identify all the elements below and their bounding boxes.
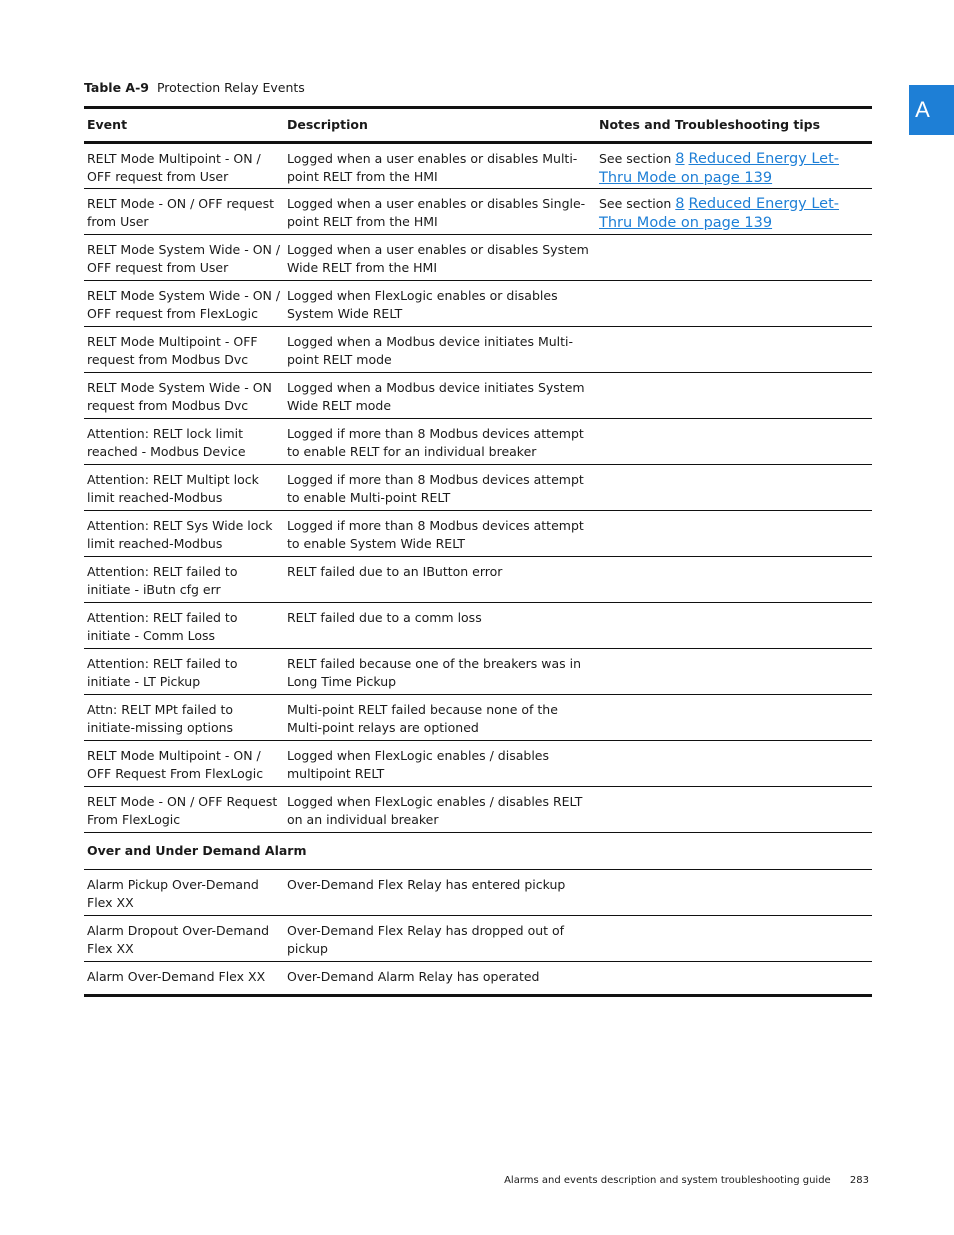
description-cell: Logged when a user enables or disables System Wide RELT from the HMI bbox=[284, 235, 596, 281]
column-header-description: Description bbox=[284, 108, 596, 143]
description-cell: Over-Demand Flex Relay has entered pickup bbox=[284, 870, 596, 916]
notes-cell bbox=[596, 373, 872, 419]
table-row bbox=[84, 695, 872, 741]
section-heading: Over and Under Demand Alarm bbox=[84, 833, 872, 870]
table-row bbox=[84, 916, 872, 962]
event-cell: RELT Mode Multipoint - OFF request from Modbus Dvc bbox=[84, 327, 284, 373]
note-prefix: See section bbox=[599, 196, 676, 211]
appendix-tab bbox=[909, 85, 954, 135]
table-row bbox=[84, 603, 872, 649]
event-cell: Attention: RELT Multipt lock limit reached-Modbus bbox=[84, 465, 284, 511]
table-row bbox=[84, 465, 872, 511]
table-row bbox=[84, 649, 872, 695]
section-reference-link[interactable]: Reduced Energy Let-Thru Mode on page 139 bbox=[599, 196, 839, 231]
description-cell: Logged when FlexLogic enables / disables RELT on an individual breaker bbox=[284, 787, 596, 833]
notes-cell bbox=[596, 143, 872, 189]
section-number-link[interactable]: 8 bbox=[675, 196, 685, 212]
table-row bbox=[84, 511, 872, 557]
description-cell: Logged when a Modbus device initiates Multi-point RELT mode bbox=[284, 327, 596, 373]
note-prefix: See section bbox=[599, 151, 676, 166]
notes-cell bbox=[596, 962, 872, 996]
description-cell: Over-Demand Alarm Relay has operated bbox=[287, 969, 540, 984]
event-cell: Alarm Dropout Over-Demand Flex XX bbox=[84, 916, 284, 962]
events-table bbox=[84, 106, 872, 997]
notes-cell bbox=[596, 419, 872, 465]
notes-cell bbox=[596, 557, 872, 603]
section-reference-link[interactable]: Reduced Energy Let-Thru Mode on page 139 bbox=[599, 151, 839, 186]
notes-cell bbox=[596, 235, 872, 281]
description-cell: Logged if more than 8 Modbus devices attempt to enable System Wide RELT bbox=[284, 511, 596, 557]
table-row bbox=[84, 557, 872, 603]
event-cell: Attention: RELT failed to initiate - Comm Loss bbox=[84, 603, 284, 649]
table-row bbox=[84, 962, 872, 996]
notes-cell bbox=[596, 787, 872, 833]
description-cell: Logged when FlexLogic enables / disables multipoint RELT bbox=[284, 741, 596, 787]
description-cell: Logged when a Modbus device initiates System Wide RELT mode bbox=[284, 373, 596, 419]
description-cell: Over-Demand Flex Relay has dropped out of pickup bbox=[284, 916, 596, 962]
event-cell: Attn: RELT MPt failed to initiate-missing options bbox=[84, 695, 284, 741]
page-footer bbox=[504, 1174, 869, 1188]
notes-cell bbox=[596, 511, 872, 557]
event-cell: Alarm Over-Demand Flex XX bbox=[87, 969, 266, 984]
event-cell: RELT Mode Multipoint - ON / OFF Request From FlexLogic bbox=[84, 741, 284, 787]
description-cell: Logged if more than 8 Modbus devices attempt to enable Multi-point RELT bbox=[284, 465, 596, 511]
section-number-link[interactable]: 8 bbox=[675, 151, 685, 167]
event-cell: Attention: RELT failed to initiate - LT Pickup bbox=[84, 649, 284, 695]
description-cell: Logged when FlexLogic enables or disables System Wide RELT bbox=[284, 281, 596, 327]
event-cell: RELT Mode System Wide - ON request from Modbus Dvc bbox=[84, 373, 284, 419]
header-row bbox=[84, 108, 872, 143]
table-row bbox=[84, 327, 872, 373]
event-cell: RELT Mode System Wide - ON / OFF request from FlexLogic bbox=[84, 281, 284, 327]
notes-cell bbox=[596, 870, 872, 916]
event-cell: Attention: RELT lock limit reached - Modbus Device bbox=[84, 419, 284, 465]
notes-cell bbox=[596, 695, 872, 741]
notes-cell bbox=[596, 327, 872, 373]
notes-cell bbox=[596, 916, 872, 962]
event-cell: RELT Mode System Wide - ON / OFF request from User bbox=[84, 235, 284, 281]
notes-cell bbox=[596, 465, 872, 511]
description-cell: RELT failed due to a comm loss bbox=[284, 603, 596, 649]
description-cell: RELT failed due to an IButton error bbox=[284, 557, 596, 603]
description-cell: Logged when a user enables or disables Single-point RELT from the HMI bbox=[284, 189, 596, 235]
table-number: Table A-9 bbox=[84, 80, 149, 95]
event-cell: RELT Mode - ON / OFF Request From FlexLogic bbox=[84, 787, 284, 833]
table-row bbox=[84, 870, 872, 916]
event-cell: RELT Mode Multipoint - ON / OFF request from User bbox=[84, 143, 284, 189]
table-row bbox=[84, 741, 872, 787]
footer-text: Alarms and events description and system troubleshooting guide bbox=[504, 1175, 831, 1186]
table-row bbox=[84, 189, 872, 235]
notes-cell bbox=[596, 741, 872, 787]
column-header-event: Event bbox=[84, 108, 284, 143]
event-cell: RELT Mode - ON / OFF request from User bbox=[84, 189, 284, 235]
notes-cell bbox=[596, 603, 872, 649]
section-heading-row bbox=[84, 833, 872, 870]
event-cell: Attention: RELT Sys Wide lock limit reached-Modbus bbox=[84, 511, 284, 557]
description-cell: Logged when a user enables or disables Multi-point RELT from the HMI bbox=[284, 143, 596, 189]
notes-cell bbox=[596, 189, 872, 235]
notes-cell bbox=[596, 281, 872, 327]
description-cell: RELT failed because one of the breakers was in Long Time Pickup bbox=[284, 649, 596, 695]
table-row bbox=[84, 787, 872, 833]
table-row bbox=[84, 143, 872, 189]
table-title: Protection Relay Events bbox=[156, 80, 305, 95]
table-caption bbox=[84, 80, 305, 96]
notes-cell bbox=[596, 649, 872, 695]
table-row bbox=[84, 419, 872, 465]
table-row bbox=[84, 281, 872, 327]
description-cell: Multi-point RELT failed because none of the Multi-point relays are optioned bbox=[284, 695, 596, 741]
description-cell: Logged if more than 8 Modbus devices attempt to enable RELT for an individual breaker bbox=[284, 419, 596, 465]
table-row bbox=[84, 373, 872, 419]
event-cell: Alarm Pickup Over-Demand Flex XX bbox=[84, 870, 284, 916]
appendix-tab-label: A bbox=[915, 97, 930, 122]
event-cell: Attention: RELT failed to initiate - iButn cfg err bbox=[84, 557, 284, 603]
column-header-notes: Notes and Troubleshooting tips bbox=[596, 108, 872, 143]
page-number: 283 bbox=[849, 1175, 869, 1186]
table-row bbox=[84, 235, 872, 281]
